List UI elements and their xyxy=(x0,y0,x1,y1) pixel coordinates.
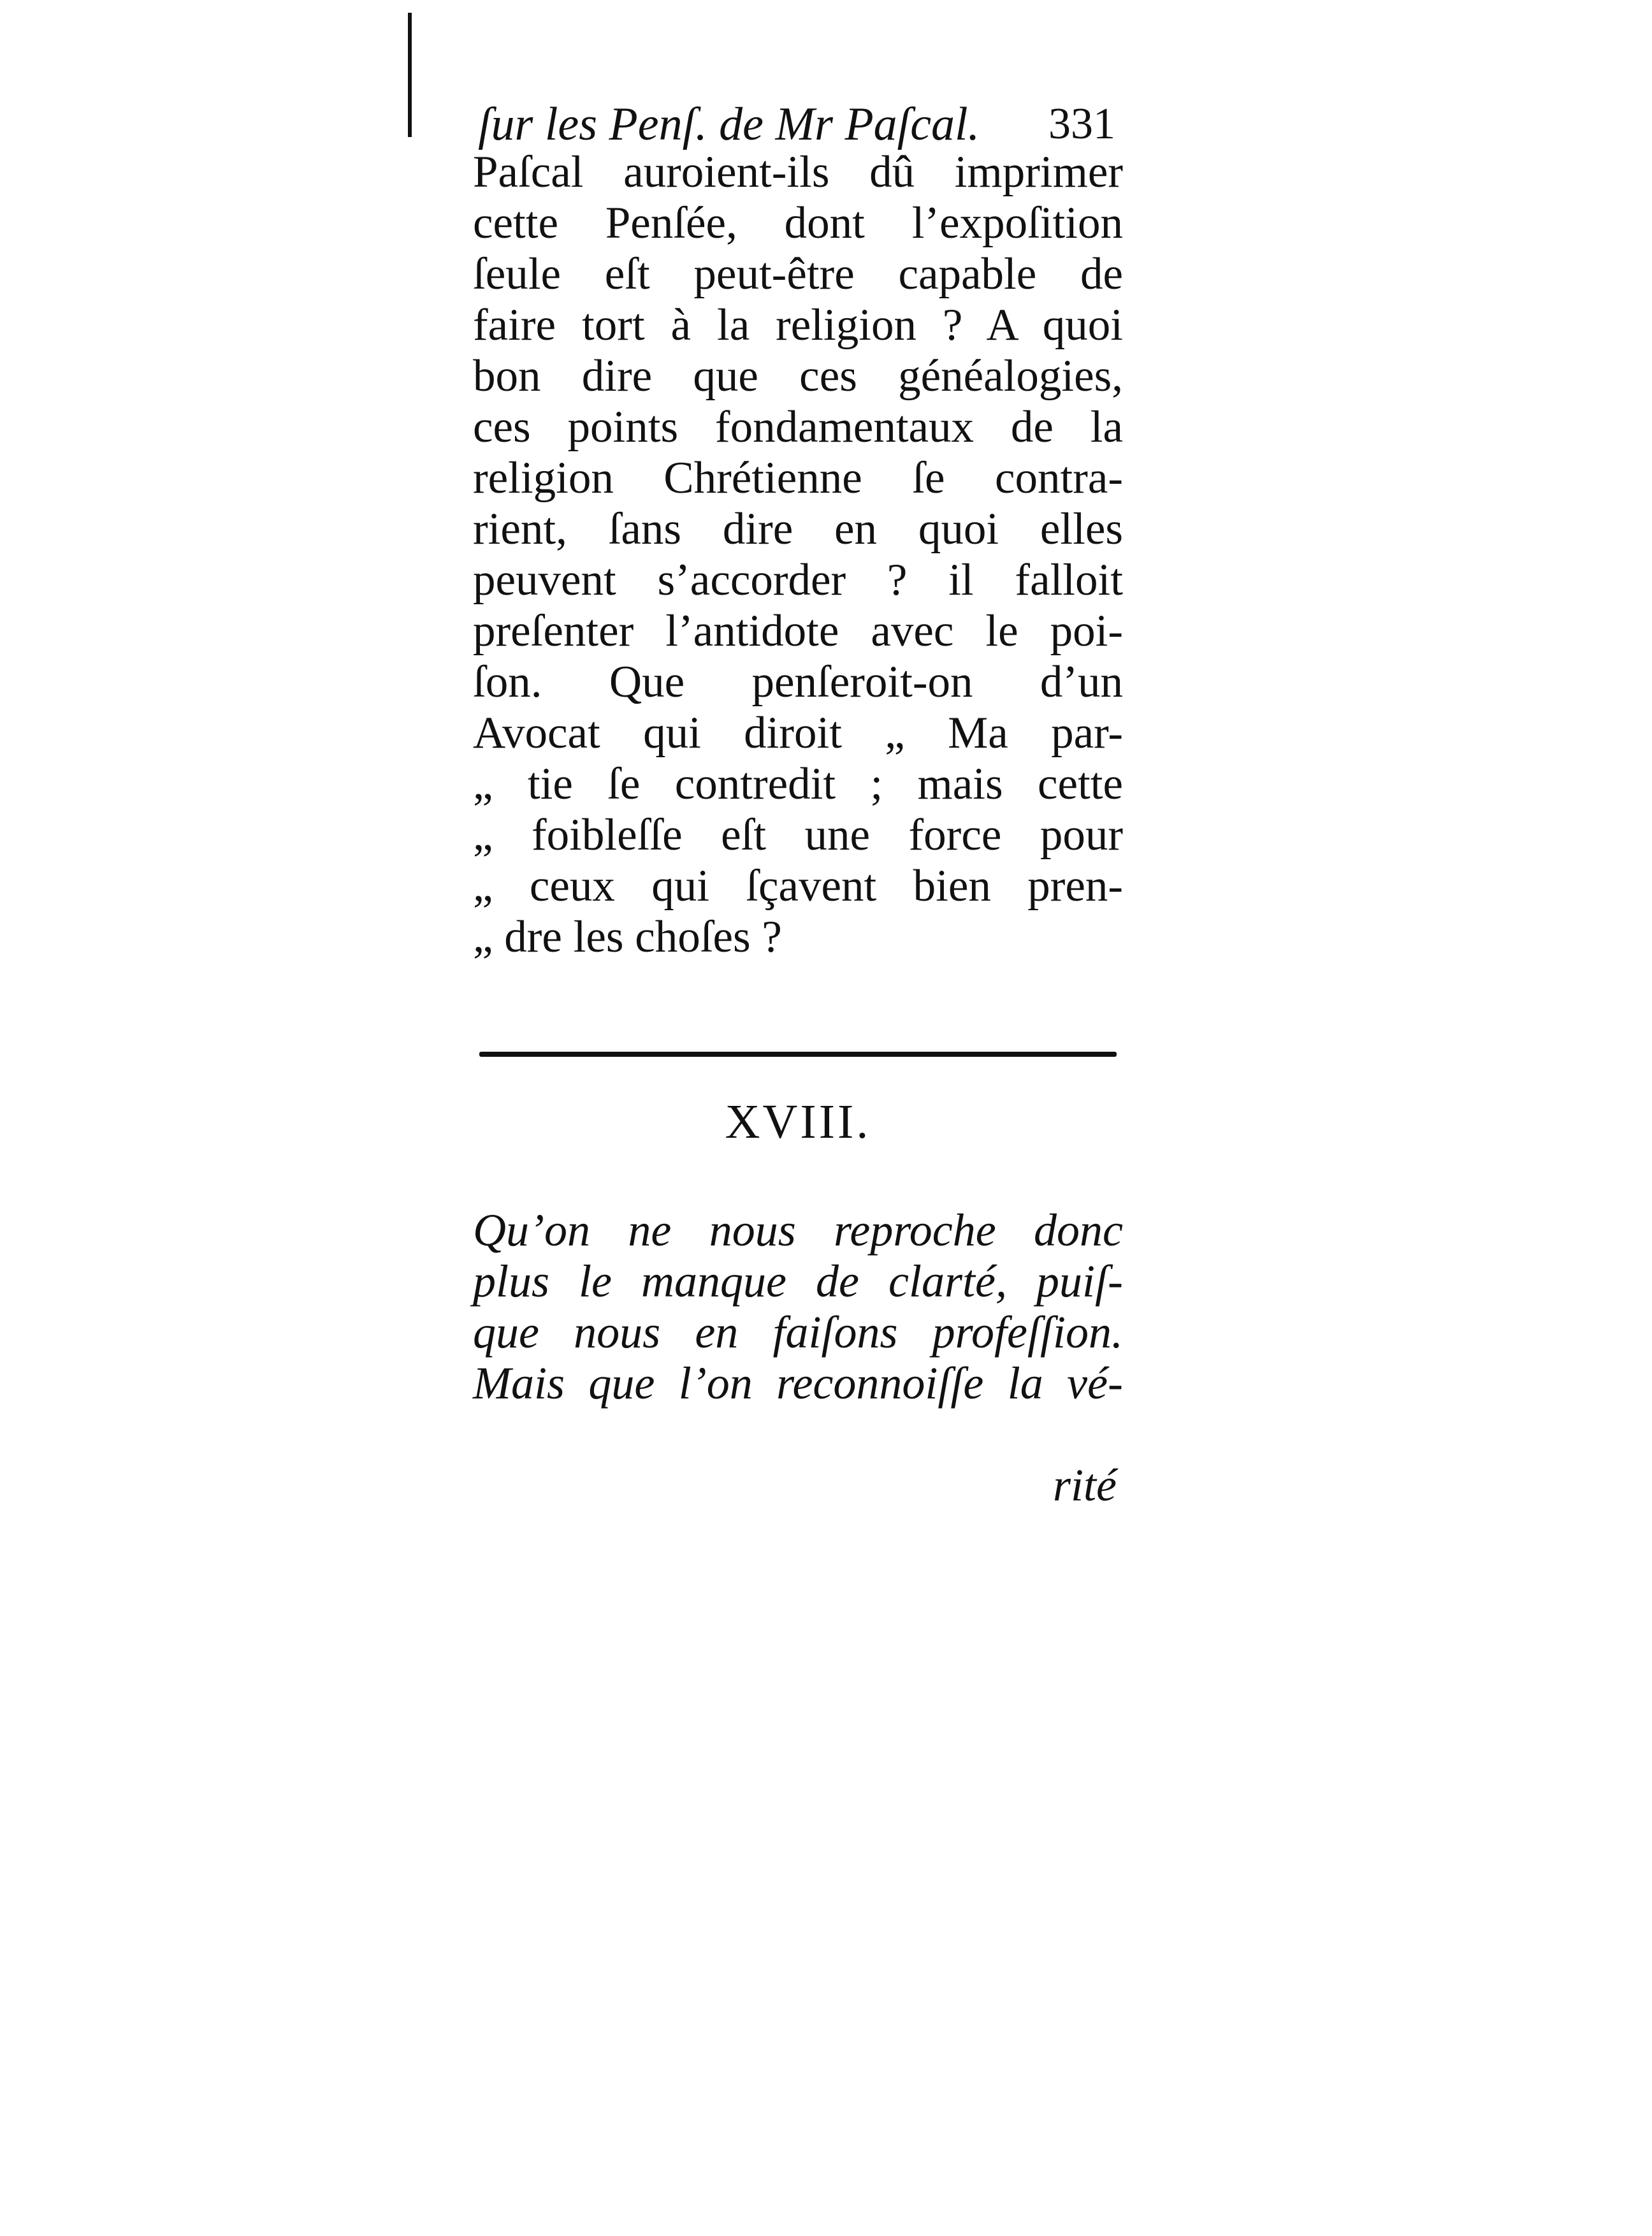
body-line: Paſcal auroient-ils dû imprimer xyxy=(473,147,1123,197)
body-line: religion Chrétienne ſe contra- xyxy=(473,453,1123,503)
body-line: „ ceux qui ſçavent bien pren- xyxy=(473,861,1123,911)
section-number: XVIII. xyxy=(725,1095,871,1149)
body-line: bon dire que ces généalogies, xyxy=(473,351,1123,401)
body-line: „ foibleſſe eſt une force pour xyxy=(473,810,1123,860)
book-page xyxy=(473,96,1123,1517)
body-line: faire tort à la religion ? A quoi xyxy=(473,300,1123,350)
quote-line: plus le manque de clarté, puiſ- xyxy=(473,1256,1123,1307)
body-line: ſon. Que penſeroit-on d’un xyxy=(473,657,1123,707)
running-head xyxy=(478,96,1115,153)
catchword: rité xyxy=(1053,1460,1117,1511)
body-line: „ dre les choſes ? xyxy=(473,912,782,962)
body-line: ſeule eſt peut-être capable de xyxy=(473,249,1123,299)
body-line: „ tie ſe contredit ; mais cette xyxy=(473,759,1123,809)
page-number: 331 xyxy=(1048,99,1115,149)
quote-line: Mais que l’on reconnoiſſe la vé- xyxy=(473,1358,1123,1409)
body-line: Avocat qui diroit „ Ma par- xyxy=(473,708,1123,758)
body-line: ces points fondamentaux de la xyxy=(473,402,1123,452)
section-rule xyxy=(479,1052,1117,1057)
body-line: rient, ſans dire en quoi elles xyxy=(473,504,1123,554)
binding-edge-line xyxy=(408,13,412,137)
running-title: ſur les Penſ. de Mr Paſcal. xyxy=(478,98,980,150)
quote-line: que nous en faiſons profeſſion. xyxy=(473,1307,1123,1358)
quote-line: Qu’on ne nous reproche donc xyxy=(473,1205,1123,1256)
body-line: cette Penſée, dont l’expoſition xyxy=(473,198,1123,248)
body-line: preſenter l’antidote avec le poi- xyxy=(473,606,1123,656)
body-line: peuvent s’accorder ? il falloit xyxy=(473,555,1123,605)
